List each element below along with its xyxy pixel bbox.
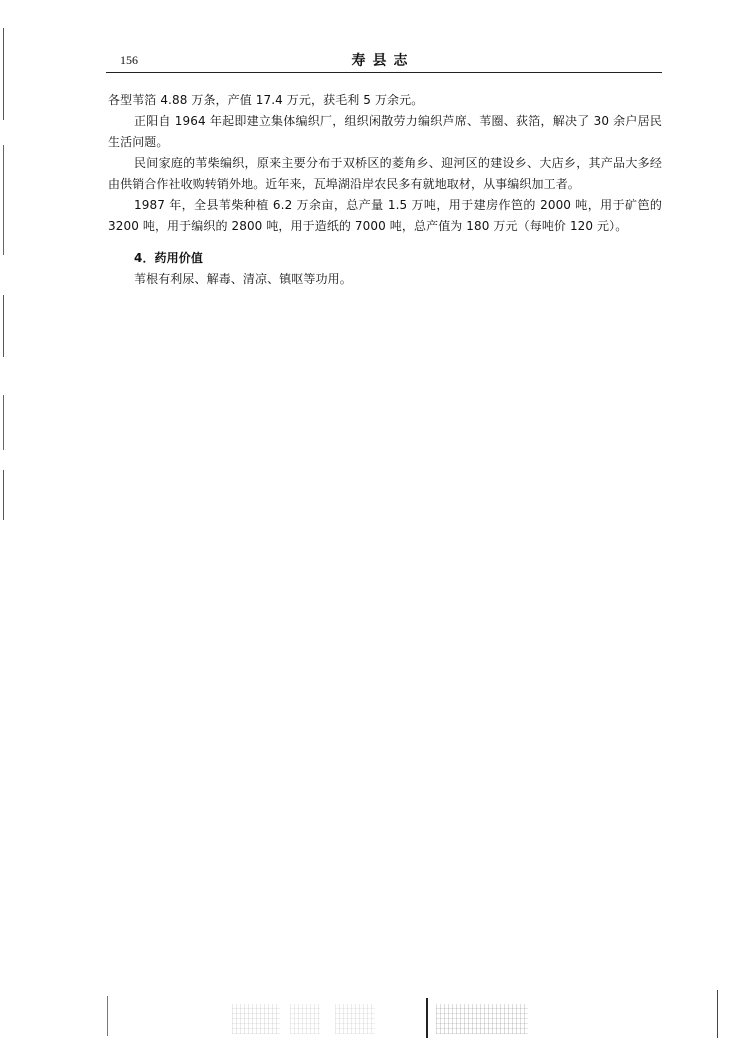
body-text bbox=[108, 90, 662, 290]
page-header bbox=[106, 48, 660, 72]
running-title: 寿县志 bbox=[351, 53, 415, 69]
paragraph: 苇根有利尿、解毒、清凉、镇呕等功用。 bbox=[134, 272, 352, 286]
page-number: 156 bbox=[120, 53, 138, 67]
scan-edge-mark bbox=[717, 990, 718, 1038]
scan-edge-mark bbox=[107, 996, 108, 1036]
scan-edge-mark bbox=[3, 395, 4, 450]
scan-edge-mark bbox=[3, 145, 4, 255]
scan-edge-mark bbox=[3, 28, 4, 120]
scan-noise bbox=[290, 1004, 320, 1034]
scan-edge-mark bbox=[3, 470, 4, 520]
paragraph: 民间家庭的苇柴编织，原来主要分布于双桥区的菱角乡、迎河区的建设乡、大店乡，其产品大多经由供销合作社收购转销外地。近年来，瓦埠湖沿岸农民多有就地取材，从事编织加工者。 bbox=[108, 156, 662, 191]
paragraph: 正阳自 1964 年起即建立集体编织厂，组织闲散劳力编织芦席、苇圈、荻箔，解决了 30 余户居民生活问题。 bbox=[108, 114, 662, 149]
paragraph: 各型苇箔 4.88 万条，产值 17.4 万元，获毛利 5 万余元。 bbox=[108, 93, 424, 107]
scan-edge-mark bbox=[3, 295, 4, 357]
scan-noise bbox=[335, 1004, 375, 1034]
paragraph-spacer bbox=[108, 237, 662, 248]
scan-noise bbox=[232, 1004, 280, 1034]
paragraph: 1987 年，全县苇柴种植 6.2 万余亩，总产量 1.5 万吨，用于建房作笆的 2000 吨，用于矿笆的 3200 吨，用于编织的 2800 吨，用于造纸的 7000 吨，总产值为 180 万元（每吨价 120 元）。 bbox=[108, 198, 662, 233]
scan-edge-mark bbox=[426, 998, 428, 1038]
section-heading: 4．药用价值 bbox=[134, 251, 203, 265]
scan-noise bbox=[436, 1004, 528, 1034]
header-rule bbox=[106, 72, 662, 73]
